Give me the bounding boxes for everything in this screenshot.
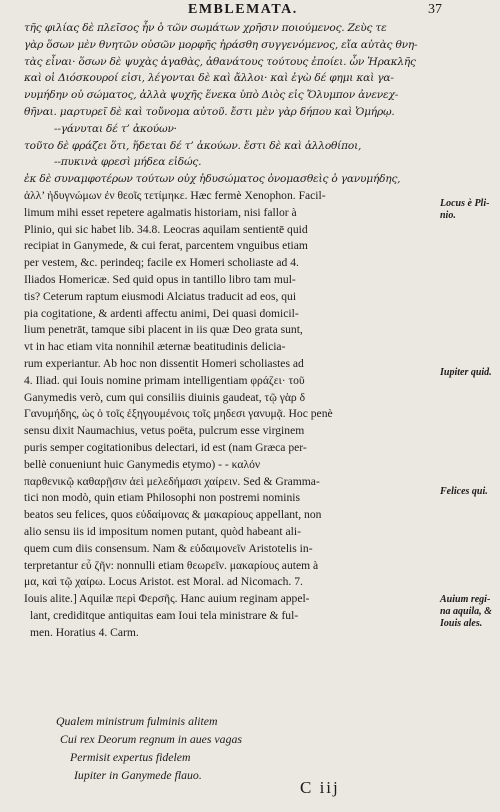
text-line: terpretantur εὖ ζῆν: nonnulli etiam θεωρεῖν. μακαρίους autem à (24, 558, 319, 572)
text-line: tis? Ceterum raptum eiusmodi Alciatus traducit ad eos, qui (24, 289, 297, 303)
poem-line: Qualem ministrum fulminis alitem (56, 714, 218, 728)
text-line: 4. Iliad. qui Iouis nomine primam intelligentiam φράζει· τοῦ (24, 373, 305, 387)
poem-line: Iupiter in Ganymede flauo. (74, 768, 202, 782)
text-line: --πυκινὰ φρεσὶ μήδεα εἰδώς. (54, 156, 202, 169)
text-line: quem cum diis consensum. Nam & εὐδαιμονεῖν Aristotelis in- (24, 541, 313, 555)
margin-note-line: Iouis ales. (440, 618, 483, 629)
text-line: puris semper cogitationibus delectari, id est (nam Græca per- (24, 440, 307, 454)
text-line: lant, crediditque antiquitas eam Ioui tela ministrare & ful- (30, 608, 299, 622)
text-line: sensu dixit Naumachius, vetus poëta, pulcrum esse virginem (24, 424, 305, 438)
text-line: recipiat in Ganymede, & cui ferat, parcentem vnguibus etiam (24, 239, 308, 253)
running-title: EMBLEMATA. (188, 2, 298, 17)
margin-note-plinio (440, 198, 500, 222)
text-line: Ganymedis verò, cum qui consiliis diuinis gaudeat, τῷ γὰρ δ (24, 390, 306, 404)
text-line: men. Horatius 4. Carm. (30, 625, 139, 639)
page-number: 37 (428, 2, 442, 17)
margin-note-line: Felices qui. (440, 486, 488, 497)
text-line: alio sensu iis id impositum nomen putant, quòd habeant ali- (24, 524, 301, 538)
text-line: ἀλλ’ ἡδυγνώμων ἐν θεοῖς τετίμηκε. Hæc fermè Xenophon. Facil- (24, 188, 326, 202)
text-line: per vestem, &c. perindeq; facile ex Homeri scholiaste ad 4. (24, 256, 299, 270)
text-line: Iouis alite.] Aquilæ περὶ Φερσῆς. Hanc auium reginam appel- (24, 592, 310, 606)
text-line: μα, καὶ τῷ χαίρω. Locus Aristot. est Moral. ad Nicomach. 7. (24, 575, 303, 589)
text-line: τὰς εἶναι· ὅσων δὲ ψυχὰς ἀγαθὰς, ἀθανάτους τούτους ἐποίει. ὧν Ἡρακλῆς (24, 55, 416, 68)
text-line: τῆς φιλίας δὲ πλεῖσος ἦν ὁ τῶν σωμάτων χρῆσιν ποιούμενος. Ζεὺς τε (24, 22, 387, 34)
text-line: νυμήδην οὐ σώματος, ἀλλὰ ψυχῆς ἕνεκα ὑπὸ Διὸς εἰς Ὄλυμπον ἀνενεχ- (24, 89, 399, 102)
text-line: Plinio, qui sic habet lib. 34.8. Leocras aquilam sentientē quid (24, 222, 308, 236)
text-line: pia cogitatione, & ardenti affectu animi, Dei quasi domicil- (24, 306, 299, 320)
margin-note-iupiter (440, 367, 500, 379)
text-line: θῆναι. μαρτυρεῖ δὲ καὶ τοὔνομα αὐτοῦ. ἔστι μὲν γὰρ δήπου καὶ Ὁμήρῳ. (24, 105, 395, 118)
margin-note-line: Iupiter quid. (440, 367, 492, 378)
text-line: beatos seu felices, quos εὐδαίμονας & μακαρίους appellant, non (24, 508, 322, 522)
text-line: limum mihi esset repetere agalmatis historiam, nisi fallor à (24, 205, 297, 219)
text-line: lium penetrāt, tamque sibi placent in iis quæ Deo grata sunt, (24, 323, 303, 337)
signature-mark: C iij (300, 778, 340, 797)
margin-note-line: na aquila, & (440, 606, 492, 617)
margin-note-felices (440, 486, 500, 498)
poem-line: Cui rex Deorum regnum in aues vagas (60, 732, 242, 746)
text-line: ἐκ δὲ συναμφοτέρων τούτων οὐχ ἡδυσώματος ὀνομασθεὶς ὁ γανυμήδης, (24, 173, 401, 186)
text-line: --γάνυται δέ τ’ ἀκούων· (54, 122, 177, 135)
horace-quotation (56, 712, 356, 784)
text-line: καὶ οἱ Διόσκουροί εἰσι, λέγονται δὲ καὶ ἄλλοι· καὶ ἐγὼ δέ φημι καὶ γα- (24, 72, 394, 85)
margin-note-line: Auium regi- (440, 594, 491, 605)
text-line: γὰρ ὅσων μὲν θνητῶν οὐσῶν μορφῆς ἠράσθη συγγενόμενος, εἴα αὐτὰς θνη- (24, 38, 418, 51)
margin-note-auium (440, 594, 500, 630)
text-line: Iliados Homericæ. Sed quid opus in tantillo libro tam mul- (24, 272, 296, 286)
commentary-text (24, 20, 424, 641)
text-line: rum experiantur. Ab hoc non dissentit Homeri scholiastes ad (24, 356, 304, 370)
text-line: τοῦτο δὲ φράζει ὅτι, ἥδεται δέ τ’ ἀκούων. ἔστι δὲ καὶ ἀλλοθίποι, (24, 139, 362, 152)
text-line: παρθενικῷ καθαρῇσιν ἀεὶ μελεδήμασι χαίρειν. Sed & Gramma- (24, 474, 320, 488)
margin-note-line: Locus è Pli- (440, 198, 490, 209)
poem-line: Permisit expertus fidelem (70, 750, 191, 764)
text-line: bellè conueniunt huic Ganymedis etymo) - - καλόν (24, 457, 261, 471)
text-line: vt in hac etiam vita nonnihil æternæ beatitudinis delicia- (24, 340, 286, 354)
text-line: tici non modò, quin etiam Philosophi non postremi nominis (24, 491, 300, 505)
margin-note-line: nio. (440, 210, 456, 221)
text-line: Γανυμήδης, ὡς ὁ τοῖς ἐξηγουμένοις τοῖς μηδεσι γανυμᾷ. Hoc penè (24, 407, 333, 421)
